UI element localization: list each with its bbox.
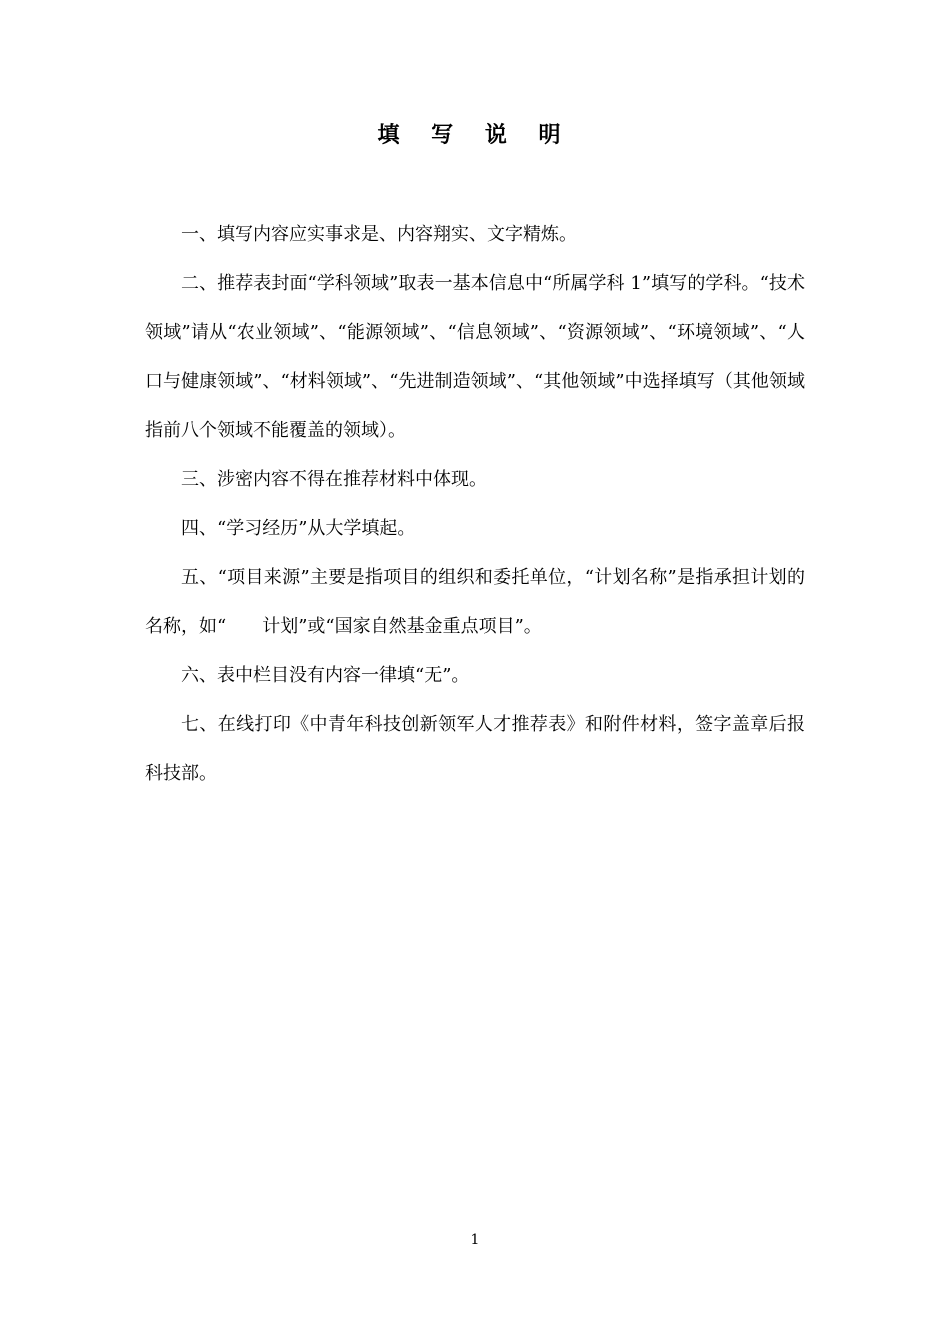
instructions-body	[145, 210, 805, 798]
instruction-item-2: 二、推荐表封面“学科领域”取表一基本信息中“所属学科 1”填写的学科。“技术领域”请从“农业领域”、“能源领域”、“信息领域”、“资源领域”、“环境领域”、“人口与健康领域”、“材料领域”、“先进制造领域”、“其他领域”中选择填写（其他领域指前八个领域不能覆盖的领域）。	[145, 273, 805, 441]
instruction-item-3: 三、涉密内容不得在推荐材料中体现。	[181, 469, 487, 490]
page-title: 填 写 说 明	[377, 122, 573, 148]
instruction-item-4: 四、“学习经历”从大学填起。	[181, 518, 416, 539]
instruction-item-5: 五、“项目来源”主要是指项目的组织和委托单位，“计划名称”是指承担计划的名称，如“ 计划”或“国家自然基金重点项目”。	[145, 567, 805, 637]
instruction-item-1: 一、填写内容应实事求是、内容翔实、文字精炼。	[181, 224, 577, 245]
page-number: 1	[470, 1232, 480, 1248]
instruction-item-7: 七、在线打印《中青年科技创新领军人才推荐表》和附件材料，签字盖章后报科技部。	[145, 714, 805, 784]
instruction-item-6: 六、表中栏目没有内容一律填“无”。	[181, 665, 470, 686]
